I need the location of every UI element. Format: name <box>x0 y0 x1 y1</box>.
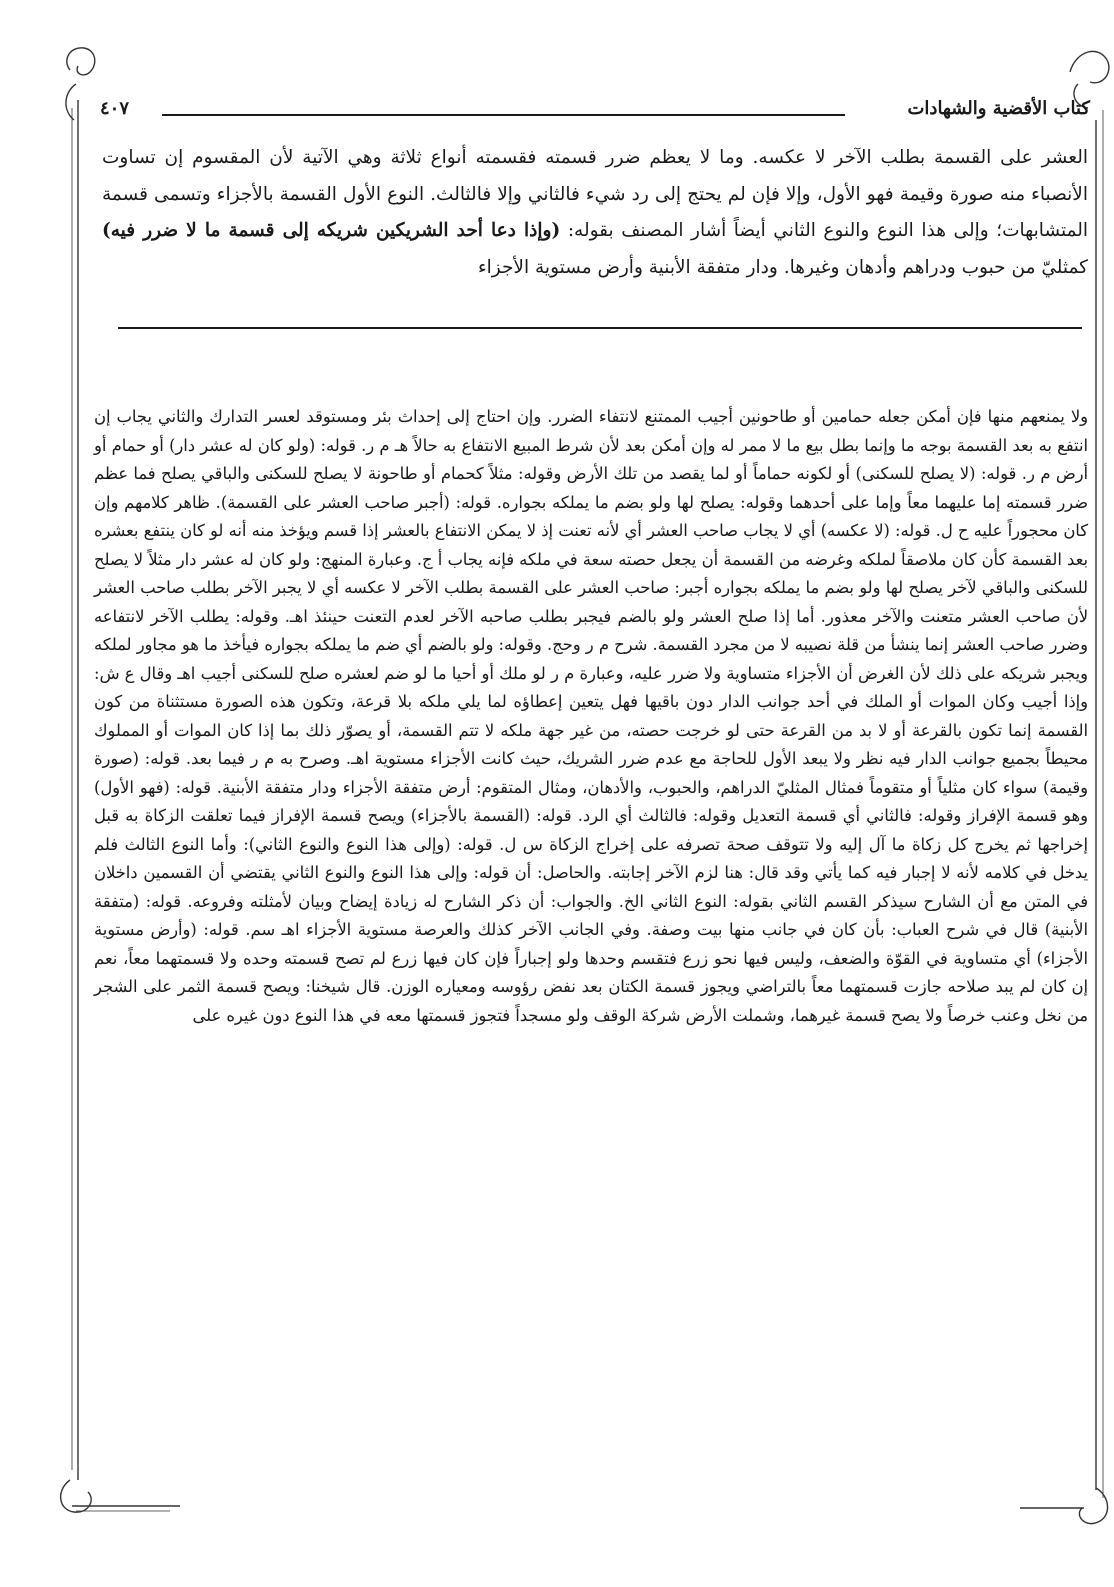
header-rule <box>162 114 845 116</box>
main-text-body: العشر على القسمة بطلب الآخر لا عكسه. وما لا يعظم ضرر قسمته فقسمته أنواع ثلاثة وهي الآتية لأن المقسوم إن تساوت الأنصباء منه صورة وقيمة فهو الأول، وإلا فإن لم يحتج إلى رد شيء فالثاني وإلا فالثالث. النوع الأول القسمة بالأجزاء وتسمى قسمة المتشابهات؛ وإلى هذا النوع والنوع الثاني أيضاً أشار المصنف بقوله: <box>102 147 1089 241</box>
text-separator-rule <box>118 327 1082 329</box>
main-text-tail: كمثليّ من حبوب ودراهم وأدهان وغيرها. ودار متفقة الأبنية وأرض مستوية الأجزاء <box>477 256 1088 278</box>
running-header <box>100 96 1090 130</box>
main-paragraph <box>102 140 1088 286</box>
main-text-block <box>102 140 1088 286</box>
main-text-quote: (وإذا دعا أحد الشريكين شريكه إلى قسمة ما لا ضرر فيه) <box>102 220 561 241</box>
commentary-paragraph: ولا يمنعهم منها فإن أمكن جعله حمامين أو طاحونين أجيب الممتنع لانتفاء الضرر. وإن احتاج إلى إحداث بئر ومستوقد لعسر التدارك والثاني يجاب إن انتفع به بعد القسمة بوجه ما وإنما بطل بيع ما لا ممر له وإن أمكن بعد لأن شرط المبيع الانتفاع به حالاً هـ م ر. قوله: (ولو كان له عشر دار) أو حمام أو أرض م ر. قوله: (لا يصلح للسكنى) أو لكونه حماماً أو لما يقصد من تلك الأرض وقوله: مثلاً كحمام أو طاحونة لا يصلح للسكنى والباقي يصلح فما عظم ضرر قسمته إما عليهما معاً وإما على أحدهما وقوله: يصلح لها ولو بضم ما يملكه بجواره. قوله: (أجبر صاحب العشر على القسمة). ظاهر كلامهم وإن كان محجوراً عليه ح ل. قوله: (لا عكسه) أي لا يجاب صاحب العشر أي لأنه تعنت إذ لا يمكن الانتفاع بالعشر إذا قسم ويؤخذ منه أنه لو كان ينتفع بعشره بعد القسمة كأن كان ملاصقاً لملكه وغرضه من القسمة أن يجعل حصته سعة في ملكه فإنه يجاب أ ج. وعبارة المنهج: ولو كان له عشر دار مثلاً لا يصلح للسكنى والباقي لآخر يصلح لها ولو بضم ما يملكه بجواره أجبر: صاحب العشر على القسمة بطلب الآخر لا عكسه أي لا يجبر الآخر بطلب صاحب العشر لأن صاحب العشر متعنت والآخر معذور. أما إذا صلح العشر ولو بالضم فيجبر بطلب صاحبه الآخر لعدم التعنت حينئذ اهـ. وقوله: يطلب الآخر لانتفاعه وضرر صاحب العشر إنما ينشأ من قلة نصيبه لا من مجرد القسمة. شرح م ر وحج. وقوله: ولو بالضم أي ضم ما يملكه بجواره فيأخذ ما هو مجاور لملكه ويجبر شريكه على ذلك لأن الغرض أن الأجزاء متساوية ولا ضرر عليه، وعبارة م ر لو ملك أو أحيا ما لو ضم لعشره صلح للسكنى أجيب اهـ وقال ع ش: وإذا أجيب وكان الموات أو الملك في أحد جوانب الدار دون باقيها فهل يتعين إعطاؤه لما يلي ملكه بلا قرعة، وتكون هذه الصورة مستثناة من كون القسمة إنما تكون بالقرعة أو لا بد من القرعة حتى لو خرجت حصته، من غير جهة ملكه لا تتم القسمة، أو يصوّر ذلك بما إذا كان الموات أو المملوك محيطاً بجميع جوانب الدار فيه نظر ولا يبعد الأول للحاجة مع عدم ضرر الشريك، حيث كانت الأجزاء مستوية اهـ. وصرح به م ر فيما بعد. قوله: (صورة وقيمة) سواء كان مثلياً أو متقوماً فمثال المثليّ الدراهم، والحبوب، والأدهان، ومثال المتقوم: أرض متفقة الأجزاء ودار متفقة الأبنية. قوله: (فهو الأول) وهو قسمة الإفراز وقوله: فالثاني أي قسمة التعديل وقوله: فالثالث أي الرد. قوله: (القسمة بالأجزاء) ويصح قسمة الإفراز فيما تعلقت الزكاة به قبل إخراجها ثم يخرج كل زكاة ما آل إليه ولا تتوقف صحة تصرفه على إخراج الزكاة س ل. قوله: (وإلى هذا النوع والنوع الثاني): وأما النوع الثالث فلم يدخل في كلامه لأنه لا إجبار فيه كما يأتي وقد قال: هنا لزم الآخر إجابته. والحاصل: أن قوله: وإلى هذا النوع والنوع الثاني يقتضي أن القسمين داخلان في المتن مع أن الشارح سيذكر القسم الثاني بقوله: النوع الثاني الخ. والجواب: أن ذكر الشارح له زيادة إيضاح وبيان لأمثلته وفروعه. قوله: (متفقة الأبنية) قال في شرح العباب: بأن كان في جانب منها بيت وصفة. وفي الجانب الآخر كذلك والعرصة مستوية الأجزاء اهـ سم. قوله: (وأرض مستوية الأجزاء) أي متساوية في القوّة والضعف، وليس فيها نحو زرع فتقسم وحدها ولو إجباراً فإن كان فيها زرع لم تصح قسمته وحده ولا قسمتهما معاً، نعم إن كان لم يبد صلاحه جازت قسمتهما معاً بالتراضي ويجوز قسمة الكتان بعد نفض رؤوسه ومعياره الوزن. قال شيخنا: ويصح قسمة الثمر على الشجر من نخل وعنب خرصاً ولا يصح قسمة غيرهما، وشملت الأرض شركة الوقف ولو مسجداً فتجوز قسمتها معه في هذا النوع دون غيره على <box>94 407 1088 1025</box>
commentary-block <box>94 403 1088 1030</box>
chapter-title: كتاب الأقضية والشهادات <box>907 98 1090 119</box>
page-number: ٤٠٧ <box>100 98 130 119</box>
